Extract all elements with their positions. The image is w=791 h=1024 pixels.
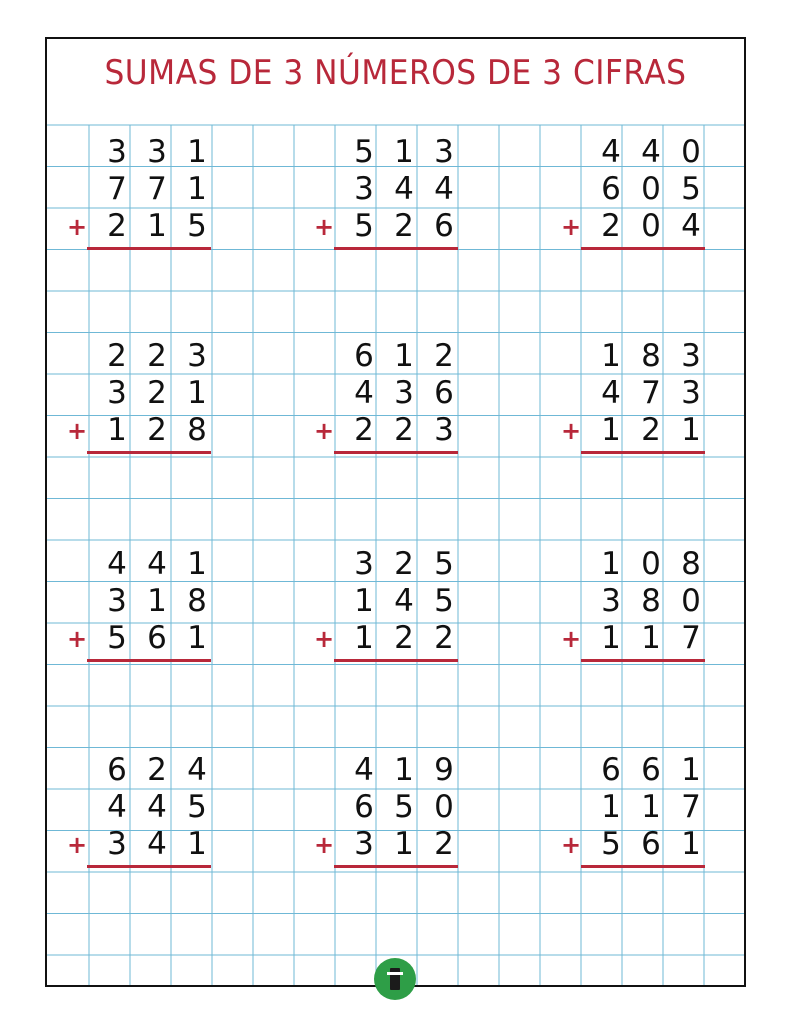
digit: 1	[394, 752, 414, 788]
digit: 3	[187, 338, 207, 374]
digit: 1	[147, 208, 167, 244]
digit: 6	[354, 338, 374, 374]
addition-problem	[561, 135, 741, 265]
digit: 1	[187, 826, 207, 862]
digit: 6	[354, 789, 374, 825]
digit: 4	[434, 171, 454, 207]
addition-problem	[67, 547, 247, 677]
digit: 3	[681, 375, 701, 411]
digit: 1	[187, 171, 207, 207]
digit: 4	[354, 375, 374, 411]
sum-line	[334, 247, 458, 250]
digit: 6	[641, 826, 661, 862]
digit: 8	[641, 338, 661, 374]
digit: 1	[394, 826, 414, 862]
digit: 7	[681, 789, 701, 825]
sum-line	[334, 659, 458, 662]
addition-problem	[314, 135, 494, 265]
digit: 0	[434, 789, 454, 825]
addition-problem	[314, 339, 494, 469]
digit: 4	[681, 208, 701, 244]
digit: 5	[354, 134, 374, 170]
digit: 2	[107, 338, 127, 374]
plus-sign: +	[561, 625, 582, 653]
digit: 6	[601, 171, 621, 207]
digit: 1	[601, 412, 621, 448]
addition-problem	[561, 547, 741, 677]
digit: 2	[147, 338, 167, 374]
addition-problem	[314, 547, 494, 677]
digit: 8	[187, 583, 207, 619]
digit: 2	[147, 412, 167, 448]
digit: 5	[434, 583, 454, 619]
plus-sign: +	[561, 417, 582, 445]
digit: 1	[601, 789, 621, 825]
digit: 1	[641, 620, 661, 656]
digit: 6	[601, 752, 621, 788]
digit: 2	[394, 620, 414, 656]
digit: 5	[354, 208, 374, 244]
digit: 0	[641, 546, 661, 582]
plus-sign: +	[561, 213, 582, 241]
plus-sign: +	[314, 417, 335, 445]
digit: 1	[601, 546, 621, 582]
digit: 7	[147, 171, 167, 207]
digit: 0	[641, 171, 661, 207]
digit: 8	[187, 412, 207, 448]
digit: 7	[681, 620, 701, 656]
plus-sign: +	[314, 213, 335, 241]
sum-line	[581, 865, 705, 868]
digit: 2	[147, 752, 167, 788]
digit: 1	[681, 412, 701, 448]
digit: 3	[107, 826, 127, 862]
digit: 1	[641, 789, 661, 825]
digit: 5	[681, 171, 701, 207]
digit: 4	[147, 546, 167, 582]
digit: 4	[187, 752, 207, 788]
digit: 1	[681, 752, 701, 788]
sum-line	[334, 451, 458, 454]
plus-sign: +	[67, 625, 88, 653]
digit: 0	[681, 134, 701, 170]
digit: 2	[394, 412, 414, 448]
digit: 1	[394, 338, 414, 374]
digit: 7	[107, 171, 127, 207]
worksheet	[45, 37, 746, 987]
digit: 4	[147, 826, 167, 862]
addition-problem	[67, 753, 247, 883]
digit: 1	[107, 412, 127, 448]
digit: 4	[394, 583, 414, 619]
pencil-logo-icon	[374, 958, 416, 1000]
plus-sign: +	[561, 831, 582, 859]
addition-problem	[67, 339, 247, 469]
addition-problem	[561, 339, 741, 469]
digit: 3	[434, 134, 454, 170]
digit: 3	[601, 583, 621, 619]
addition-problem	[561, 753, 741, 883]
sum-line	[581, 247, 705, 250]
digit: 3	[107, 134, 127, 170]
digit: 2	[434, 620, 454, 656]
digit: 5	[187, 208, 207, 244]
plus-sign: +	[314, 625, 335, 653]
addition-problem	[67, 135, 247, 265]
digit: 1	[394, 134, 414, 170]
digit: 3	[354, 171, 374, 207]
digit: 3	[354, 826, 374, 862]
plus-sign: +	[67, 831, 88, 859]
digit: 4	[354, 752, 374, 788]
digit: 1	[187, 134, 207, 170]
digit: 6	[147, 620, 167, 656]
digit: 8	[641, 583, 661, 619]
digit: 9	[434, 752, 454, 788]
digit: 0	[681, 583, 701, 619]
digit: 3	[107, 583, 127, 619]
addition-problem	[314, 753, 494, 883]
digit: 3	[394, 375, 414, 411]
digit: 1	[601, 338, 621, 374]
digit: 1	[681, 826, 701, 862]
digit: 4	[394, 171, 414, 207]
digit: 6	[107, 752, 127, 788]
sum-line	[581, 451, 705, 454]
plus-sign: +	[314, 831, 335, 859]
plus-sign: +	[67, 417, 88, 445]
digit: 2	[394, 208, 414, 244]
digit: 3	[681, 338, 701, 374]
digit: 1	[187, 375, 207, 411]
sum-line	[87, 247, 211, 250]
plus-sign: +	[67, 213, 88, 241]
sum-line	[87, 451, 211, 454]
digit: 1	[601, 620, 621, 656]
digit: 2	[601, 208, 621, 244]
digit: 2	[354, 412, 374, 448]
digit: 6	[641, 752, 661, 788]
digit: 2	[434, 338, 454, 374]
digit: 4	[601, 134, 621, 170]
digit: 2	[147, 375, 167, 411]
sum-line	[87, 659, 211, 662]
page-title: SUMAS DE 3 NÚMEROS DE 3 CIFRAS	[104, 53, 687, 93]
digit: 3	[434, 412, 454, 448]
digit: 1	[354, 583, 374, 619]
digit: 1	[187, 546, 207, 582]
digit: 5	[601, 826, 621, 862]
digit: 5	[434, 546, 454, 582]
sum-line	[334, 865, 458, 868]
digit: 2	[107, 208, 127, 244]
digit: 3	[107, 375, 127, 411]
sum-line	[581, 659, 705, 662]
digit: 8	[681, 546, 701, 582]
digit: 5	[394, 789, 414, 825]
digit: 5	[187, 789, 207, 825]
digit: 1	[147, 583, 167, 619]
digit: 3	[354, 546, 374, 582]
digit: 4	[107, 789, 127, 825]
digit: 1	[354, 620, 374, 656]
digit: 4	[107, 546, 127, 582]
digit: 4	[601, 375, 621, 411]
digit: 0	[641, 208, 661, 244]
digit: 4	[641, 134, 661, 170]
digit: 2	[641, 412, 661, 448]
digit: 1	[187, 620, 207, 656]
sum-line	[87, 865, 211, 868]
digit: 6	[434, 208, 454, 244]
digit: 2	[394, 546, 414, 582]
digit: 4	[147, 789, 167, 825]
digit: 7	[641, 375, 661, 411]
digit: 5	[107, 620, 127, 656]
digit: 3	[147, 134, 167, 170]
digit: 2	[434, 826, 454, 862]
digit: 6	[434, 375, 454, 411]
